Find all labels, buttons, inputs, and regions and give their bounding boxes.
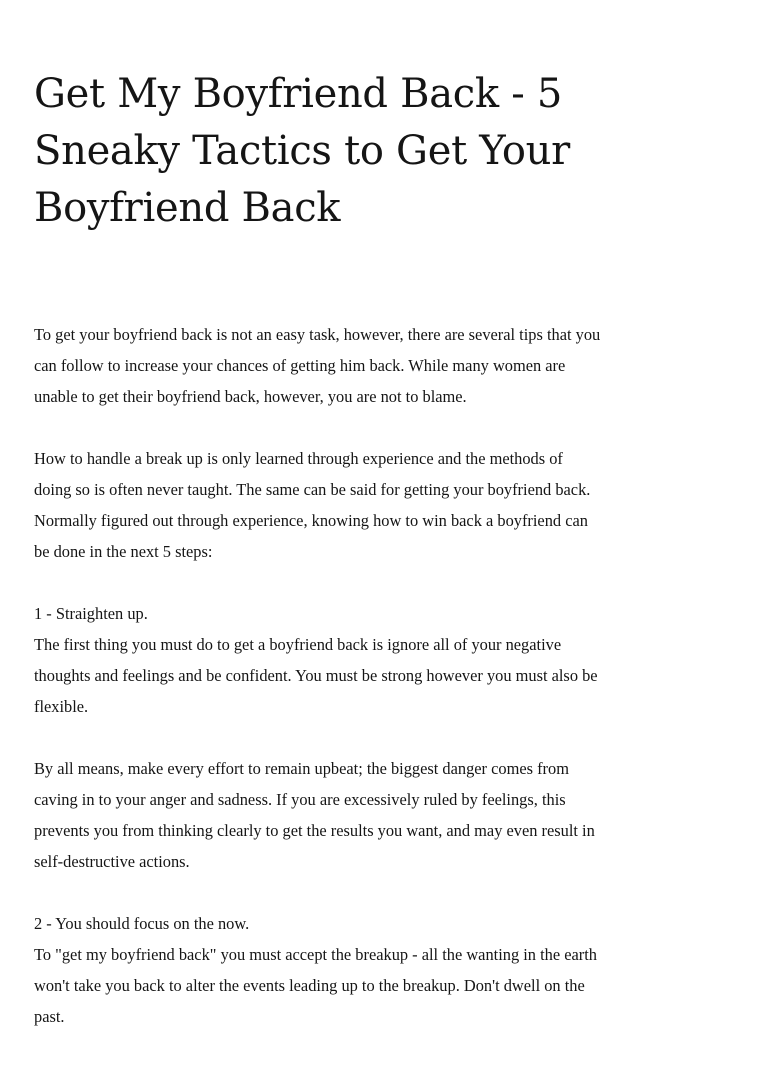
text-line: be done in the next 5 steps:: [34, 542, 213, 561]
title-line: Boyfriend Back: [34, 185, 341, 231]
text-line: self-destructive actions.: [34, 852, 190, 871]
title-line: Sneaky Tactics to Get Your: [34, 128, 570, 174]
step-heading: 1 - Straighten up.: [34, 604, 148, 623]
text-line: By all means, make every effort to remain upbeat; the biggest danger comes from: [34, 759, 569, 778]
text-line: flexible.: [34, 697, 89, 716]
step-1-paragraph: [34, 598, 734, 722]
text-line: can follow to increase your chances of getting him back. While many women are: [34, 356, 566, 375]
document-title: [34, 66, 734, 237]
step-2-paragraph: [34, 908, 734, 1032]
title-line: Get My Boyfriend Back - 5: [34, 71, 563, 117]
text-line: thoughts and feelings and be confident. You must be strong however you must also be: [34, 666, 598, 685]
paragraph-gap: [34, 877, 734, 908]
text-line: prevents you from thinking clearly to get the results you want, and may even result in: [34, 821, 595, 840]
text-line: unable to get their boyfriend back, however, you are not to blame.: [34, 387, 467, 406]
text-line: past.: [34, 1007, 65, 1026]
paragraph-gap: [34, 412, 734, 443]
upbeat-paragraph: [34, 753, 734, 877]
intro-paragraph: [34, 319, 734, 412]
text-line: To "get my boyfriend back" you must accept the breakup - all the wanting in the earth: [34, 945, 597, 964]
text-line: won't take you back to alter the events leading up to the breakup. Don't dwell on the: [34, 976, 585, 995]
text-line: The first thing you must do to get a boyfriend back is ignore all of your negative: [34, 635, 562, 654]
text-line: To get your boyfriend back is not an easy task, however, there are several tips that you: [34, 325, 601, 344]
paragraph-gap: [34, 722, 734, 753]
document-body: [34, 319, 734, 1032]
text-line: doing so is often never taught. The same can be said for getting your boyfriend back.: [34, 480, 591, 499]
step-heading: 2 - You should focus on the now.: [34, 914, 250, 933]
paragraph-gap: [34, 567, 734, 598]
text-line: Normally figured out through experience, knowing how to win back a boyfriend can: [34, 511, 588, 530]
text-line: How to handle a break up is only learned through experience and the methods of: [34, 449, 563, 468]
breakup-paragraph: [34, 443, 734, 567]
text-line: caving in to your anger and sadness. If you are excessively ruled by feelings, this: [34, 790, 566, 809]
document-page: [34, 66, 734, 1032]
